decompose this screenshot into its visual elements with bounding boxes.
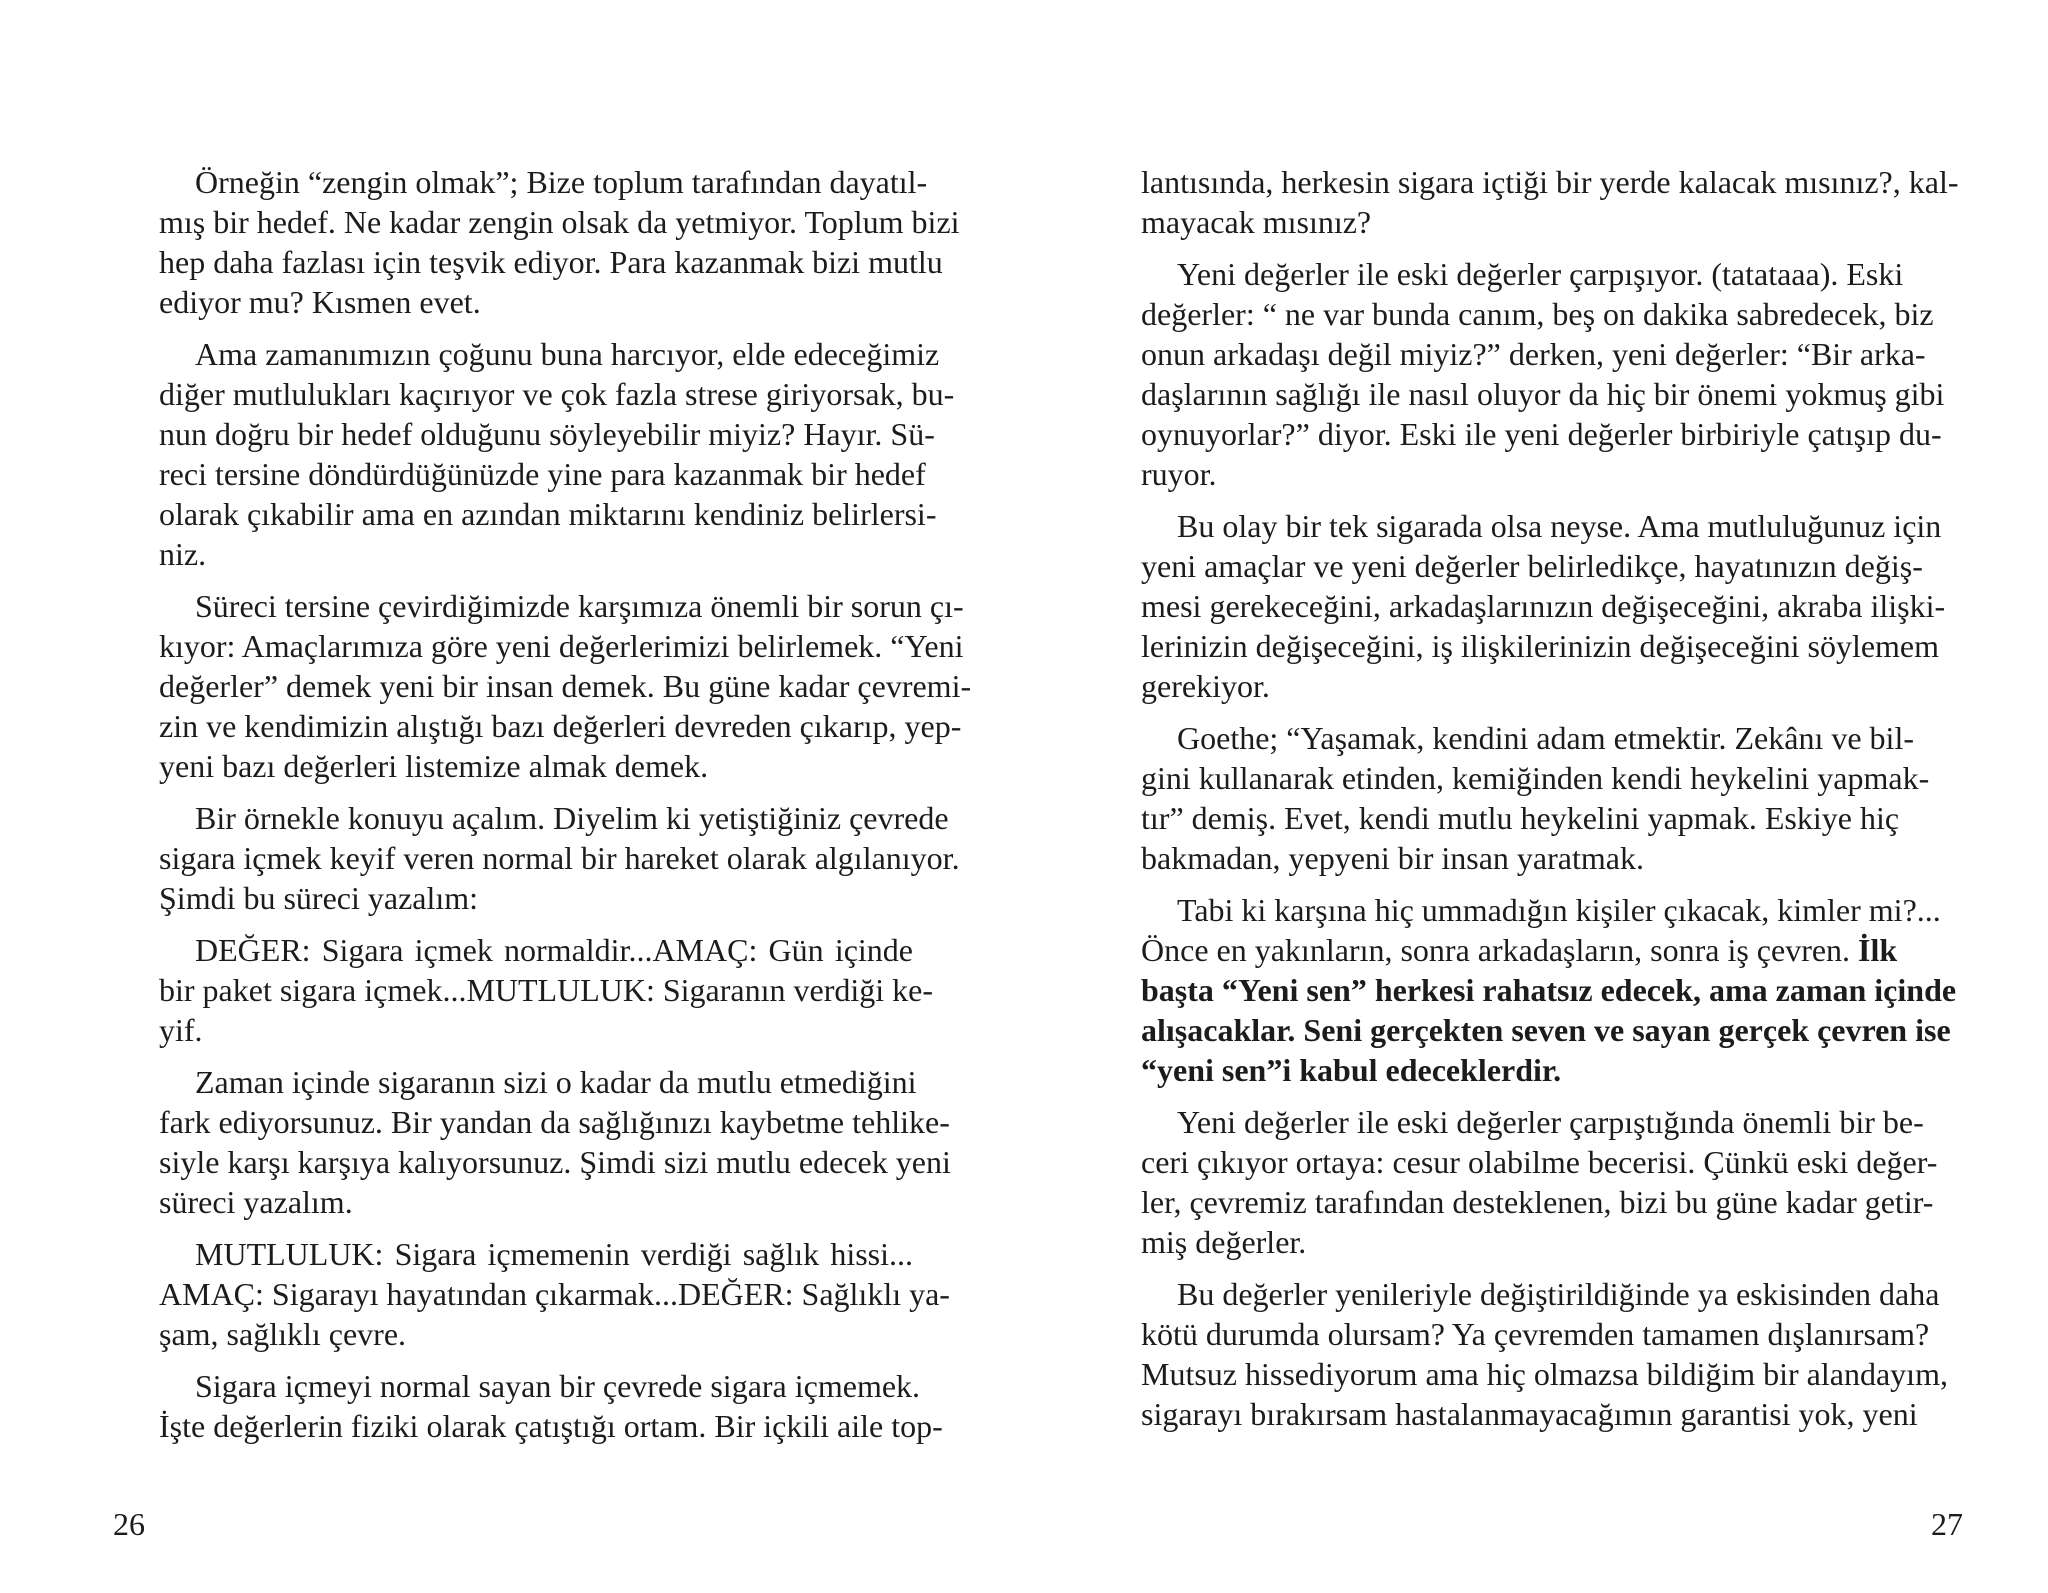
text-line: DEĞER: Sigara içmek normaldir...AMAÇ: Gün içinde [195, 932, 913, 968]
text-line: tır” demiş. Evet, kendi mutlu heykelini yapmak. Eskiye hiç [1141, 800, 1900, 836]
text-line: yif. [159, 1012, 203, 1048]
text-line: Goethe; “Yaşamak, kendini adam etmektir. Zekânı ve bil- [1177, 720, 1914, 756]
bold-text-line: “yeni sen”i kabul edeceklerdir. [1141, 1052, 1562, 1088]
text-line: Bir örnekle konuyu açalım. Diyelim ki yetiştiğiniz çevrede [195, 800, 949, 836]
text-line: şam, sağlıklı çevre. [159, 1316, 407, 1352]
text-line: mış bir hedef. Ne kadar zengin olsak da yetmiyor. Toplum bizi [159, 204, 960, 240]
text-line: Yeni değerler ile eski değerler çarpışıyor. (tatataaa). Eski [1177, 256, 1904, 292]
text-line: süreci yazalım. [159, 1184, 353, 1220]
text-line: miş değerler. [1141, 1224, 1307, 1260]
text-line: onun arkadaşı değil miyiz?” derken, yeni değerler: “Bir arka- [1141, 336, 1926, 372]
left-page-body [159, 162, 972, 1446]
text-line: AMAÇ: Sigarayı hayatından çıkarmak...DEĞER: Sağlıklı ya- [159, 1276, 950, 1312]
text-line: yeni amaçlar ve yeni değerler belirledikçe, hayatınızın değiş- [1141, 548, 1923, 584]
text-line: lantısında, herkesin sigara içtiği bir yerde kalacak mısınız?, kal- [1141, 164, 1959, 200]
text-line: sigara içmek keyif veren normal bir hareket olarak algılanıyor. [159, 840, 960, 876]
text-line: oynuyorlar?” diyor. Eski ile yeni değerler birbiriyle çatışıp du- [1141, 416, 1942, 452]
text-line: Yeni değerler ile eski değerler çarpıştığında önemli bir be- [1177, 1104, 1924, 1140]
text-line: mesi gerekeceğini, arkadaşlarınızın değişeceğini, akraba ilişki- [1141, 588, 1946, 624]
text-line: Mutsuz hissediyorum ama hiç olmazsa bildiğim bir alandayım, [1141, 1356, 1948, 1392]
text-line: yeni bazı değerleri listemize almak demek. [159, 748, 709, 784]
text-line: gini kullanarak etinden, kemiğinden kendi heykelini yapmak- [1141, 760, 1930, 796]
text-line: daşlarının sağlığı ile nasıl oluyor da hiç bir önemi yokmuş gibi [1141, 376, 1945, 412]
text-line: reci tersine döndürdüğünüzde yine para kazanmak bir hedef [159, 456, 926, 492]
text-line: değerler: “ ne var bunda canım, beş on dakika sabredecek, biz [1141, 296, 1934, 332]
text-line: Şimdi bu süreci yazalım: [159, 880, 479, 916]
text-line: MUTLULUK: Sigara içmemenin verdiği sağlık hissi... [195, 1236, 913, 1272]
text-segment: Önce en yakınların, sonra arkadaşların, sonra iş çevren. [1141, 932, 1851, 968]
bold-text-segment: İlk [1858, 932, 1898, 968]
bold-text-line: alışacaklar. Seni gerçekten seven ve sayan gerçek çevren ise [1141, 1012, 1951, 1048]
text-line: kıyor: Amaçlarımıza göre yeni değerlerimizi belirlemek. “Yeni [159, 628, 964, 664]
text-line: Bu olay bir tek sigarada olsa neyse. Ama mutluluğunuz için [1177, 508, 1942, 544]
text-line: değerler” demek yeni bir insan demek. Bu güne kadar çevremi- [159, 668, 972, 704]
text-line: olarak çıkabilir ama en azından miktarını kendiniz belirlersi- [159, 496, 937, 532]
text-line: bir paket sigara içmek...MUTLULUK: Sigaranın verdiği ke- [159, 972, 933, 1008]
text-line: ruyor. [1141, 456, 1217, 492]
text-line: Bu değerler yenileriyle değiştirildiğinde ya eskisinden daha [1177, 1276, 1940, 1312]
text-line: İşte değerlerin fiziki olarak çatıştığı ortam. Bir içkili aile top- [159, 1408, 943, 1444]
text-line: Zaman içinde sigaranın sizi o kadar da mutlu etmediğini [195, 1064, 917, 1100]
text-line: ler, çevremiz tarafından desteklenen, bizi bu güne kadar getir- [1141, 1184, 1934, 1220]
text-line: hep daha fazlası için teşvik ediyor. Para kazanmak bizi mutlu [159, 244, 943, 280]
right-page [1024, 0, 2048, 1593]
text-line: ceri çıkıyor ortaya: cesur olabilme becerisi. Çünkü eski değer- [1141, 1144, 1938, 1180]
text-line: kötü durumda olursam? Ya çevremden tamamen dışlanırsam? [1141, 1316, 1930, 1352]
text-line: bakmadan, yepyeni bir insan yaratmak. [1141, 840, 1644, 876]
text-line: mayacak mısınız? [1141, 204, 1372, 240]
text-line: gerekiyor. [1141, 668, 1270, 704]
page-number: 26 [113, 1506, 145, 1542]
right-page-body [1141, 162, 1959, 1434]
text-line: siyle karşı karşıya kalıyorsunuz. Şimdi sizi mutlu edecek yeni [159, 1144, 951, 1180]
text-line: Süreci tersine çevirdiğimizde karşımıza önemli bir sorun çı- [195, 588, 964, 624]
text-line: ediyor mu? Kısmen evet. [159, 284, 481, 320]
text-line: diğer mutlulukları kaçırıyor ve çok fazla strese giriyorsak, bu- [159, 376, 955, 412]
text-line: niz. [159, 536, 207, 572]
text-line: Ama zamanımızın çoğunu buna harcıyor, elde edeceğimiz [195, 336, 940, 372]
page-number: 27 [1931, 1506, 1963, 1542]
text-line: fark ediyorsunuz. Bir yandan da sağlığınızı kaybetme tehlike- [159, 1104, 950, 1140]
text-line: sigarayı bırakırsam hastalanmayacağımın garantisi yok, yeni [1141, 1396, 1918, 1432]
text-line: lerinizin değişeceğini, iş ilişkilerinizin değişeceğini söylemem [1141, 628, 1940, 664]
text-line: Örneğin “zengin olmak”; Bize toplum tarafından dayatıl- [195, 164, 928, 200]
text-line: zin ve kendimizin alıştığı bazı değerleri devreden çıkarıp, yep- [159, 708, 962, 744]
text-line-mixed [1141, 930, 1898, 970]
text-line: Tabi ki karşına hiç ummadığın kişiler çıkacak, kimler mi?... [1177, 892, 1941, 928]
text-line: nun doğru bir hedef olduğunu söyleyebilir miyiz? Hayır. Sü- [159, 416, 935, 452]
bold-text-line: başta “Yeni sen” herkesi rahatsız edecek, ama zaman içinde [1141, 972, 1957, 1008]
text-line: Sigara içmeyi normal sayan bir çevrede sigara içmemek. [195, 1368, 921, 1404]
